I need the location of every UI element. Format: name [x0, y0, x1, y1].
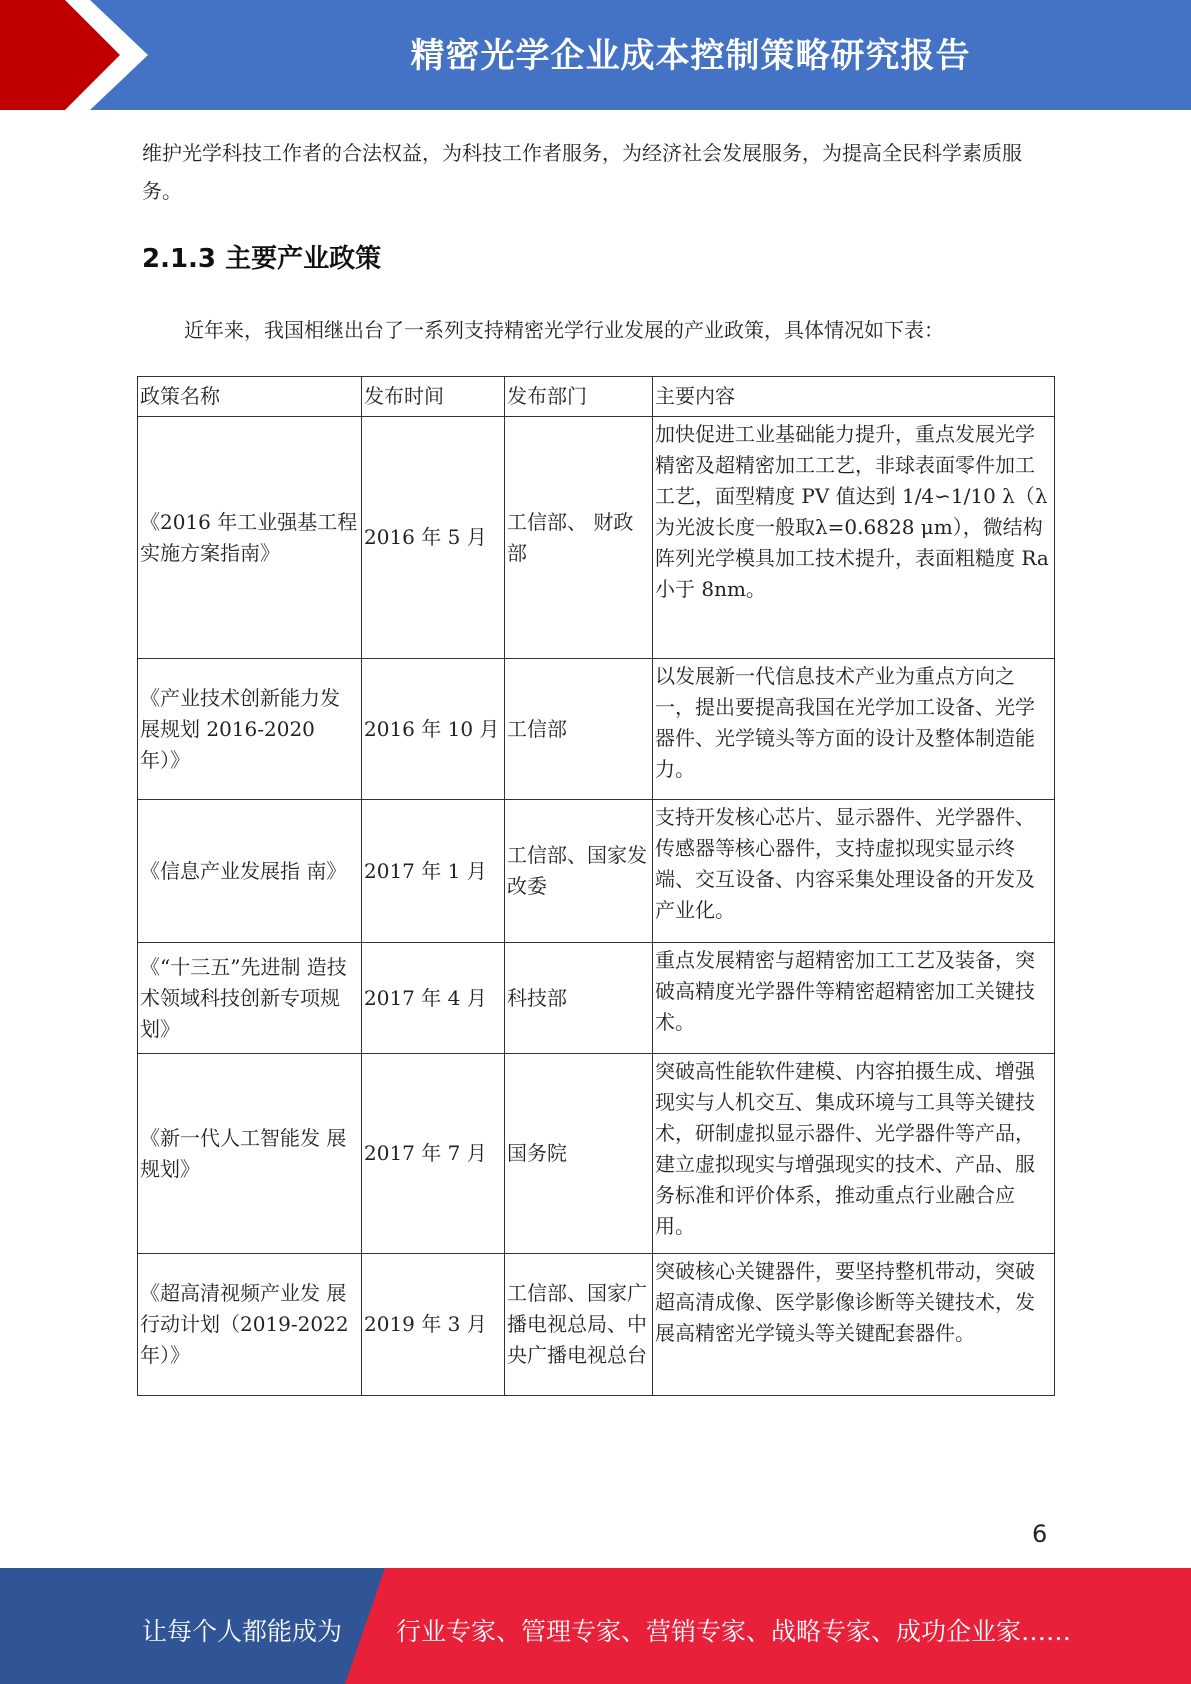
date-cell: 2016 年 5 月: [362, 417, 505, 659]
policy-name-cell: 《“十三五”先进制 造技术领域科技创新专项规划》: [138, 943, 362, 1054]
header-release-date: 发布时间: [362, 377, 505, 417]
footer-slogan-right: 行业专家、管理专家、营销专家、战略专家、成功企业家……: [396, 1617, 1072, 1646]
department-cell: 工信部、 财政部: [505, 417, 653, 659]
date-cell: 2017 年 1 月: [362, 800, 505, 943]
header-main-content: 主要内容: [653, 377, 1055, 417]
department-cell: 国务院: [505, 1054, 653, 1254]
report-title: 精密光学企业成本控制策略研究报告: [410, 36, 971, 76]
date-cell: 2017 年 7 月: [362, 1054, 505, 1254]
date-cell: 2017 年 4 月: [362, 943, 505, 1054]
content-cell: 以发展新一代信息技术产业为重点方向之一，提出要提高我国在光学加工设备、光学器件、光学镜头等方面的设计及整体制造能力。: [653, 659, 1055, 800]
header-policy-name: 政策名称: [138, 377, 362, 417]
content-cell: 支持开发核心芯片、显示器件、光学器件、传感器等核心器件，支持虚拟现实显示终端、交互设备、内容采集处理设备的开发及产业化。: [653, 800, 1055, 943]
page-footer: [0, 1568, 1191, 1684]
policy-name-cell: 《产业技术创新能力发展规划 2016-2020 年）》: [138, 659, 362, 800]
table-row: [138, 1054, 1055, 1254]
section-heading: 2.1.3 主要产业政策: [142, 244, 382, 274]
department-cell: 工信部、国家发改委: [505, 800, 653, 943]
department-cell: 工信部: [505, 659, 653, 800]
content-cell: 加快促进工业基础能力提升，重点发展光学精密及超精密加工工艺，非球表面零件加工工艺，面型精度 PV 值达到 1/4∽1/10 λ（λ为光波长度一般取λ=0.6828 μm），微结构阵列光学模具加工技术提升，表面粗糙度 Ra 小于 8nm。: [653, 417, 1055, 659]
table-row: [138, 659, 1055, 800]
table-row: [138, 417, 1055, 659]
lead-paragraph: 近年来，我国相继出台了一系列支持精密光学行业发展的产业政策，具体情况如下表：: [184, 318, 944, 342]
department-cell: 工信部、国家广播电视总局、中央广播电视总台: [505, 1254, 653, 1396]
table-row: [138, 1254, 1055, 1396]
header-department: 发布部门: [505, 377, 653, 417]
intro-paragraph: 维护光学科技工作者的合法权益，为科技工作者服务，为经济社会发展服务，为提高全民科学素质服务。: [142, 141, 1022, 203]
content-cell: 突破高性能软件建模、内容拍摄生成、增强现实与人机交互、集成环境与工具等关键技术，研制虚拟显示器件、光学器件等产品，建立虚拟现实与增强现实的技术、产品、服务标准和评价体系，推动重点行业融合应用。: [653, 1054, 1055, 1254]
policy-name-cell: 《超高清视频产业发 展行动计划（2019-2022 年）》: [138, 1254, 362, 1396]
footer-slogan-left: 让每个人都能成为: [142, 1617, 343, 1646]
content-cell: 突破核心关键器件，要坚持整机带动，突破超高清成像、医学影像诊断等关键技术，发展高精密光学镜头等关键配套器件。: [653, 1254, 1055, 1396]
page-number: 6: [1032, 1520, 1048, 1548]
date-cell: 2016 年 10 月: [362, 659, 505, 800]
table-row: [138, 943, 1055, 1054]
department-cell: 科技部: [505, 943, 653, 1054]
policy-name-cell: 《2016 年工业强基工程实施方案指南》: [138, 417, 362, 659]
table-row: [138, 800, 1055, 943]
date-cell: 2019 年 3 月: [362, 1254, 505, 1396]
policy-name-cell: 《新一代人工智能发 展规划》: [138, 1054, 362, 1254]
policy-name-cell: 《信息产业发展指 南》: [138, 800, 362, 943]
content-cell: 重点发展精密与超精密加工工艺及装备，突破高精度光学器件等精密超精密加工关键技术。: [653, 943, 1055, 1054]
table-header-row: [138, 377, 1055, 417]
policy-table: [137, 376, 1055, 1396]
page-header: [0, 0, 1191, 110]
